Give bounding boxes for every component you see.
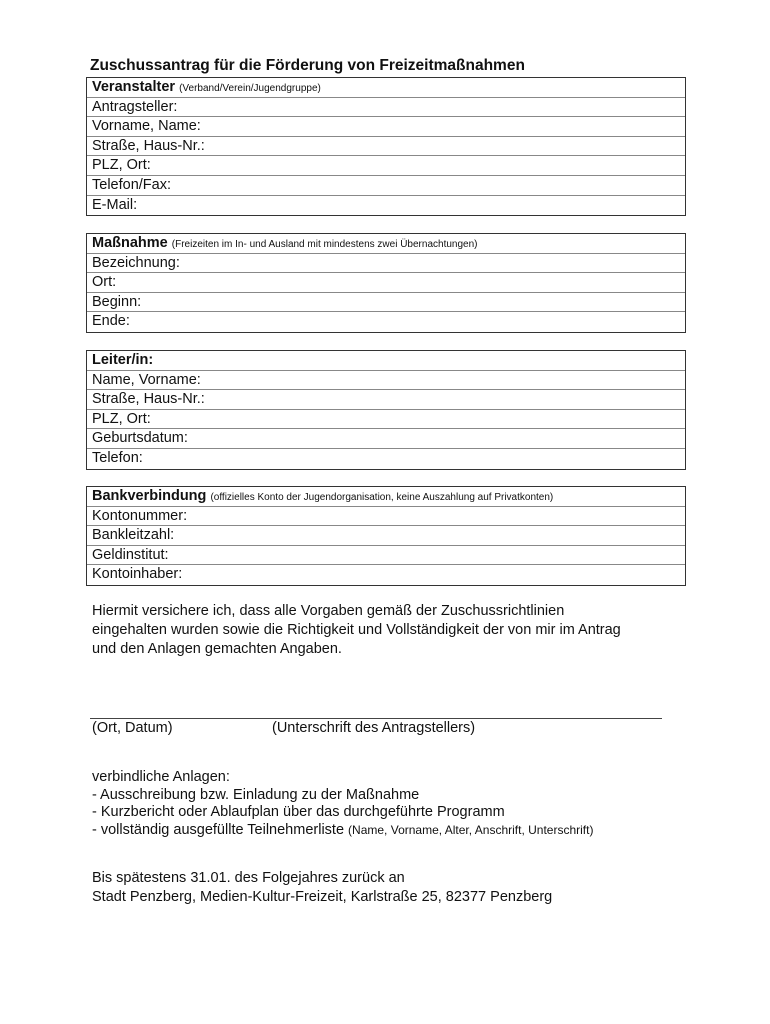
- field-label: Geldinstitut:: [92, 546, 169, 563]
- field-label: Straße, Haus-Nr.:: [92, 137, 205, 154]
- leiter-telefon-field[interactable]: [87, 449, 685, 469]
- strasse-hausnr-field[interactable]: [87, 137, 685, 157]
- field-label: Kontoinhaber:: [92, 566, 183, 583]
- massnahme-section: [86, 233, 686, 333]
- bank-section: [86, 486, 686, 586]
- declaration-line: eingehalten wurden sowie die Richtigkeit und Vollständigkeit der von mir im Antrag: [92, 622, 621, 638]
- veranstalter-header: [87, 78, 685, 98]
- ort-field[interactable]: [87, 273, 685, 293]
- declaration-line: Hiermit versichere ich, dass alle Vorgaben gemäß der Zuschussrichtlinien: [92, 603, 565, 619]
- veranstalter-note: (Verband/Verein/Jugendgruppe): [179, 83, 321, 94]
- telefon-fax-field[interactable]: [87, 176, 685, 196]
- plz-ort-field[interactable]: [87, 156, 685, 176]
- attachments-list: [92, 769, 692, 839]
- beginn-field[interactable]: [87, 293, 685, 313]
- return-address: [92, 869, 692, 907]
- leiter-header: [87, 351, 685, 371]
- address-line: Stadt Penzberg, Medien-Kultur-Freizeit, Karlstraße 25, 82377 Penzberg: [92, 889, 553, 905]
- attachments-heading: verbindliche Anlagen:: [92, 769, 230, 785]
- kontonummer-field[interactable]: [87, 507, 685, 527]
- field-label: Ort:: [92, 274, 117, 291]
- field-label: Antragsteller:: [92, 98, 178, 115]
- attachment-item: - Kurzbericht oder Ablaufplan über das durchgeführte Programm: [92, 804, 505, 820]
- signature-line[interactable]: [90, 718, 662, 719]
- attachment-item-text: - vollständig ausgefüllte Teilnehmerliste: [92, 821, 345, 838]
- leiter-section: [86, 350, 686, 470]
- field-label: E-Mail:: [92, 196, 138, 213]
- massnahme-note: (Freizeiten im In- und Ausland mit mindestens zwei Übernachtungen): [171, 239, 478, 250]
- vorname-name-field[interactable]: [87, 117, 685, 137]
- attachment-item: [92, 822, 692, 840]
- field-label: PLZ, Ort:: [92, 157, 151, 174]
- bank-note: (offizielles Konto der Jugendorganisation, keine Auszahlung auf Privatkonten): [210, 492, 554, 503]
- field-label: Kontonummer:: [92, 507, 188, 524]
- field-label: PLZ, Ort:: [92, 410, 151, 427]
- field-label: Ende:: [92, 313, 130, 330]
- kontoinhaber-field[interactable]: [87, 565, 685, 585]
- massnahme-heading: Maßnahme: [92, 235, 168, 251]
- field-label: Straße, Haus-Nr.:: [92, 391, 205, 408]
- field-label: Telefon:: [92, 449, 143, 466]
- attachment-item-note: (Name, Vorname, Alter, Anschrift, Unterschrift): [348, 822, 594, 837]
- field-label: Geburtsdatum:: [92, 430, 188, 447]
- attachment-item: - Ausschreibung bzw. Einladung zu der Maßnahme: [92, 786, 420, 803]
- field-label: Bankleitzahl:: [92, 527, 175, 544]
- deadline-line: Bis spätestens 31.01. des Folgejahres zurück an: [92, 870, 405, 886]
- leiter-strasse-field[interactable]: [87, 390, 685, 410]
- veranstalter-heading: Veranstalter: [92, 79, 176, 95]
- declaration-text: [92, 602, 672, 659]
- signature-label: (Unterschrift des Antragstellers): [272, 720, 476, 736]
- field-label: Telefon/Fax:: [92, 176, 171, 193]
- geburtsdatum-field[interactable]: [87, 429, 685, 449]
- declaration-line: und den Anlagen gemachten Angaben.: [92, 641, 342, 657]
- leiter-name-field[interactable]: [87, 371, 685, 391]
- geldinstitut-field[interactable]: [87, 546, 685, 566]
- form-title: Zuschussantrag für die Förderung von Freizeitmaßnahmen: [90, 57, 525, 74]
- antragsteller-field[interactable]: [87, 98, 685, 118]
- veranstalter-section: [86, 77, 686, 216]
- place-date-label: (Ort, Datum): [92, 720, 173, 736]
- field-label: Name, Vorname:: [92, 371, 201, 388]
- bank-heading: Bankverbindung: [92, 488, 207, 504]
- bank-header: [87, 487, 685, 507]
- leiter-plz-ort-field[interactable]: [87, 410, 685, 430]
- field-label: Beginn:: [92, 293, 142, 310]
- field-label: Bezeichnung:: [92, 254, 180, 271]
- bankleitzahl-field[interactable]: [87, 526, 685, 546]
- field-label: Vorname, Name:: [92, 118, 201, 135]
- email-field[interactable]: [87, 196, 685, 216]
- leiter-heading: Leiter/in:: [92, 352, 154, 368]
- massnahme-header: [87, 234, 685, 254]
- ende-field[interactable]: [87, 312, 685, 332]
- bezeichnung-field[interactable]: [87, 254, 685, 274]
